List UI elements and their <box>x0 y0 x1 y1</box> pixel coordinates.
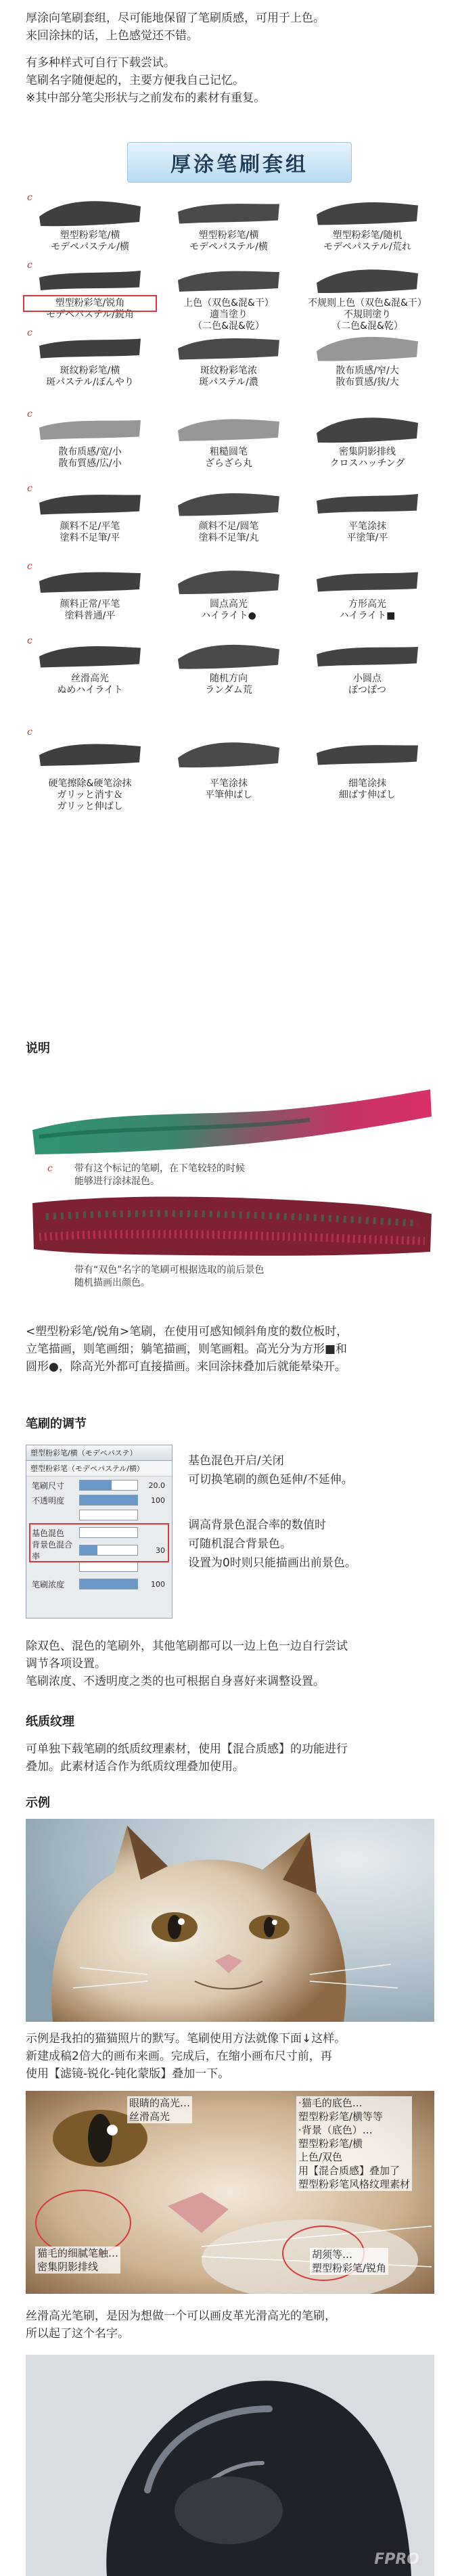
callout-line-1: 基色混色开启/关闭 <box>188 1454 284 1468</box>
brush-label-1: 上色（双色&混&干） <box>183 298 274 309</box>
anno-9: 塑型粉彩笔风格纹理素材 <box>298 2178 411 2190</box>
brush-set-title: 厚涂笔刷套组 <box>127 142 352 183</box>
settings-row-value: 20.0 <box>148 1481 165 1490</box>
intro-text <box>26 9 438 107</box>
settings-row[interactable] <box>32 1577 165 1591</box>
brush-cell[interactable] <box>303 406 432 470</box>
blend-mark-icon: c <box>27 561 32 572</box>
brush-stroke-swatch <box>171 325 286 365</box>
anno-8: 用【混合质感】叠加了 <box>298 2165 400 2177</box>
explain-note-1b: 能够进行涂抹混色。 <box>74 1176 160 1187</box>
brush-cell[interactable] <box>303 325 432 388</box>
tuning-callout-1 <box>188 1451 353 1489</box>
brush-label-2: モデペパステル/横 <box>51 242 129 252</box>
anno-11: 密集阴影排线 <box>37 2261 99 2273</box>
brush-label-2: モデペパステル/横 <box>189 242 268 252</box>
brush-label-2: ぬめハイライト <box>57 685 123 696</box>
brush-stroke-swatch <box>310 633 425 673</box>
blend-mark-icon: c <box>27 260 32 271</box>
watermark: FPRO <box>374 2551 419 2568</box>
body-2-line-2: 调节各项设置。 <box>26 1657 106 1671</box>
brush-label-1: 斑纹粉彩笔/横 <box>60 365 120 376</box>
settings-row[interactable] <box>32 1508 165 1522</box>
settings-row-label: 基色混色 <box>32 1528 65 1538</box>
settings-slider-fill <box>80 1579 137 1589</box>
brush-label-1: 散布质感/窄/大 <box>336 365 399 376</box>
blend-mark-icon: c <box>27 192 32 203</box>
body-2 <box>26 1637 438 1690</box>
anno-2: 丝滑高光 <box>129 2110 170 2123</box>
body-1-line-3: 圆形●，除高光外都可直接描画。来回涂抹叠加后就能晕染开。 <box>26 1360 346 1374</box>
body-2-line-1: 除双色、混色的笔刷外，其他笔刷都可以一边上色一边自行尝试 <box>26 1640 348 1653</box>
brush-label-2: 塗料不足筆/丸 <box>198 533 259 543</box>
brush-label-1: 斑纹粉彩笔浓 <box>200 365 257 376</box>
brush-label-2: ざらざら丸 <box>205 458 252 469</box>
brush-label-1: 小圆点 <box>353 673 382 684</box>
brush-stroke-swatch <box>32 406 147 447</box>
body-1-line-2: 立笔描画，则笔画细；躺笔描画，则笔画粗。高光分为方形■和 <box>26 1342 348 1356</box>
anno-3: ·猫毛的底色… <box>298 2097 363 2109</box>
example-line-5: 所以起了这个名字。 <box>26 2327 129 2341</box>
brush-label-1: 粗糙圆笔 <box>210 447 248 457</box>
settings-tab[interactable]: 塑型粉彩笔/横（モデペパステ） <box>26 1445 172 1461</box>
example-body-1 <box>26 2030 438 2083</box>
brush-label-2: ハイライト● <box>201 610 256 621</box>
brush-stroke-swatch <box>32 724 147 778</box>
brush-label-1: 方形高光 <box>348 599 386 610</box>
brush-label-2: 散布質感/広/小 <box>58 458 122 469</box>
brush-label-1: 平笔涂抹 <box>210 778 248 789</box>
brush-stroke-swatch <box>310 406 425 447</box>
brush-label-2: モデペパステル/鋭角 <box>46 309 134 320</box>
annotation-eye-highlight <box>127 2096 192 2123</box>
paper-line-2: 叠加。此素材适合作为纸质纹理叠加使用。 <box>26 1760 244 1773</box>
brush-cell[interactable] <box>26 325 154 388</box>
brush-stroke-swatch <box>171 724 286 778</box>
brush-cell[interactable] <box>26 633 154 696</box>
brush-label-1: 颜料不足/平笔 <box>60 521 120 532</box>
brush-cell[interactable] <box>164 257 293 332</box>
brush-cell[interactable] <box>303 480 432 544</box>
brush-label-1: 平笔涂抹 <box>348 521 386 532</box>
brush-label-1: 塑型粉彩笔/锐角 <box>26 298 154 309</box>
brush-cell[interactable] <box>26 406 154 470</box>
brush-label-1: 散布质感/宽/小 <box>58 447 122 457</box>
brush-cell[interactable] <box>303 633 432 696</box>
settings-slider[interactable] <box>79 1561 138 1572</box>
brush-stroke-swatch <box>310 724 425 778</box>
settings-row-label: 笔刷浓度 <box>32 1579 65 1589</box>
intro-line-2: 来回涂抹的话，上色感觉还不错。 <box>26 29 198 43</box>
brush-label-2: 塗料不足筆/平 <box>60 533 120 543</box>
callout-line-2: 可切换笔刷的颜色延伸/不延伸。 <box>188 1473 353 1487</box>
example-line-4: 丝滑高光笔刷，是因为想做一个可以画皮革光滑高光的笔刷， <box>26 2309 336 2323</box>
annotation-whiskers <box>310 2248 388 2275</box>
brush-stroke-swatch <box>32 325 147 365</box>
example-title: 示例 <box>26 1796 50 1810</box>
brush-label-2: ランダム荒 <box>205 685 252 696</box>
brush-stroke-swatch <box>32 558 147 599</box>
brush-stroke-swatch <box>310 189 425 230</box>
brush-stroke-swatch <box>171 480 286 521</box>
body-2-line-3: 笔刷浓度、不透明度之类的也可根据自身喜好来调整设置。 <box>26 1675 325 1688</box>
brush-label-1: 塑型粉彩笔/横 <box>60 230 120 241</box>
settings-slider[interactable] <box>79 1480 138 1491</box>
brush-label-1: 硬笔擦除&硬笔涂抹 <box>48 778 132 789</box>
two-color-stroke-sample <box>26 1190 434 1264</box>
brush-label-2: ぽつぽつ <box>348 685 386 696</box>
brush-cell[interactable] <box>164 724 293 801</box>
brush-stroke-swatch <box>171 189 286 230</box>
example-body-2 <box>26 2307 438 2343</box>
brush-settings-panel <box>26 1445 172 1619</box>
brush-stroke-swatch <box>310 257 425 298</box>
settings-slider[interactable] <box>79 1495 138 1506</box>
settings-row[interactable] <box>32 1478 165 1493</box>
brush-cell[interactable] <box>164 189 293 253</box>
intro-line-3: 有多种样式可自行下载尝试。 <box>26 56 175 70</box>
body-1 <box>26 1323 438 1376</box>
explain-note-2b: 随机描画出颜色。 <box>74 1278 150 1288</box>
brush-label-2: 塗料普通/平 <box>64 610 116 621</box>
brush-label-2: 斑パステル/濃 <box>199 377 258 388</box>
explain-block <box>26 1089 434 1309</box>
intro-line-4: 笔刷名字随便起的，主要方便我自己记忆。 <box>26 74 244 87</box>
example-line-1: 示例是我拍的猫猫照片的默写。笔刷使用方法就像下面↓这样。 <box>26 2032 346 2046</box>
leather-example-image <box>26 2355 434 2576</box>
anno-13: 塑型粉彩笔/锐角 <box>312 2262 387 2274</box>
anno-12: 胡须等… <box>312 2249 353 2261</box>
anno-5: ·背景（底色）… <box>298 2124 373 2136</box>
paper-text <box>26 1740 438 1776</box>
brush-cell[interactable] <box>164 325 293 388</box>
brush-label-2: 斑パステル/ぼんやり <box>46 377 134 388</box>
anno-1: 眼睛的高光… <box>129 2097 191 2109</box>
cat-painting <box>26 1819 434 2022</box>
brush-stroke-swatch <box>310 480 425 521</box>
brush-label-3: ガリッと伸ばし <box>57 801 123 812</box>
brush-cell[interactable] <box>26 558 154 622</box>
brush-label-1: 细笔涂抹 <box>348 778 386 789</box>
brush-cell[interactable] <box>26 480 154 544</box>
settings-slider[interactable] <box>79 1579 138 1589</box>
brush-label-2: 平塗筆/平 <box>346 533 388 543</box>
brush-label-2: 適当塗り <box>210 309 248 320</box>
brush-cell[interactable] <box>164 558 293 622</box>
explain-title: 说明 <box>26 1041 50 1056</box>
annotation-fur-base <box>296 2096 412 2191</box>
settings-slider[interactable] <box>79 1510 138 1520</box>
brush-stroke-swatch <box>310 325 425 365</box>
anno-10: 猫毛的细腻笔触… <box>37 2247 119 2259</box>
blend-mark-icon: c <box>27 327 32 338</box>
settings-row-value: 30 <box>156 1545 165 1555</box>
intro-line-5: ※其中部分笔尖形状与之前发布的素材有重复。 <box>26 91 266 105</box>
brush-label-3: （二色&混&乾） <box>331 321 403 332</box>
brush-cell[interactable] <box>303 189 432 253</box>
example-line-3: 使用【滤镜-锐化-钝化蒙版】叠加一下。 <box>26 2067 230 2081</box>
brush-stroke-swatch <box>171 633 286 673</box>
brush-label-1: 颜料正常/平笔 <box>60 599 120 610</box>
brush-label-1: 塑型粉彩笔/横 <box>198 230 259 241</box>
blend-mark-icon: c <box>47 1163 53 1174</box>
brush-label-1: 塑型粉彩笔/随机 <box>332 230 402 241</box>
explain-note-1 <box>47 1162 245 1188</box>
brush-label-2: 不規則塗り <box>344 309 391 320</box>
blend-mark-icon: c <box>27 635 32 646</box>
brush-cell[interactable] <box>303 257 432 332</box>
anno-4: 塑型粉彩笔/横等等 <box>298 2110 384 2123</box>
brush-stroke-swatch <box>171 257 286 298</box>
settings-slider-fill <box>80 1495 137 1505</box>
brush-cell[interactable] <box>26 189 154 253</box>
brush-cell[interactable] <box>26 724 154 813</box>
anno-6: 塑型粉彩笔/横 <box>298 2138 363 2150</box>
anno-7: 上色/双色 <box>298 2151 343 2163</box>
brush-stroke-swatch <box>32 480 147 521</box>
intro-line-1: 厚涂向笔刷套组，尽可能地保留了笔刷质感，可用于上色。 <box>26 12 325 25</box>
brush-label-2: ガリッと消す＆ <box>57 790 123 800</box>
callout-line-3: 调高背景色混合率的数值时 <box>188 1518 326 1532</box>
brush-stroke-swatch <box>32 189 147 230</box>
explain-note-2 <box>74 1264 264 1290</box>
brush-stroke-swatch <box>171 406 286 447</box>
brush-label-2: 細ばす伸ばし <box>339 790 396 800</box>
brush-cell[interactable] <box>164 406 293 470</box>
brush-label-1: 不规则上色（双色&混&干） <box>308 298 427 309</box>
callout-line-5: 设置为0时则只能描画出前景色。 <box>188 1556 356 1570</box>
brush-label-1: 随机方向 <box>210 673 248 684</box>
brush-label-1: 密集阴影排线 <box>339 447 396 457</box>
explain-note-1a: 带有这个标记的笔刷，在下笔较轻的时候 <box>74 1163 245 1174</box>
settings-slider-fill <box>80 1481 112 1490</box>
brush-set-panel <box>26 142 434 1018</box>
brush-label-1: 丝滑高光 <box>71 673 109 684</box>
blend-mark-icon: c <box>27 483 32 494</box>
brush-label-2: モデペパステル/荒れ <box>323 242 411 252</box>
blend-mark-icon: c <box>27 727 32 738</box>
brush-stroke-swatch <box>32 633 147 673</box>
brush-stroke-swatch <box>171 558 286 599</box>
blend-mark-icon: c <box>27 409 32 420</box>
paper-line-1: 可单独下载笔刷的纸质纹理素材，使用【混合质感】的功能进行 <box>26 1742 348 1756</box>
settings-row[interactable] <box>32 1493 165 1508</box>
settings-row-value: 100 <box>151 1495 165 1505</box>
brush-cell[interactable] <box>164 480 293 544</box>
brush-cell[interactable] <box>164 633 293 696</box>
brush-cell[interactable] <box>303 558 432 622</box>
brush-label-2: ハイライト■ <box>339 610 396 621</box>
brush-label-1: 圆点高光 <box>210 599 248 610</box>
body-1-line-1: <塑型粉彩笔/锐角>笔刷，在使用可感知倾斜角度的数位板时， <box>26 1325 348 1338</box>
brush-label-3: （二色&混&乾） <box>193 321 264 332</box>
brush-label-2: 平筆伸ばし <box>205 790 252 800</box>
explain-note-2a: 带有“双色”名字的笔刷可根据选取的前后景色 <box>74 1265 264 1275</box>
brush-label-1: 颜料不足/圆笔 <box>198 521 259 532</box>
brush-cell[interactable] <box>26 257 154 321</box>
brush-label-2: クロスハッチング <box>329 458 405 469</box>
brush-label-2: 散布質感/狭/大 <box>336 377 399 388</box>
cat-painting-image <box>26 1819 434 2022</box>
brush-cell[interactable] <box>303 724 432 801</box>
tuning-callout-2 <box>188 1516 356 1573</box>
annotation-fine-fur <box>35 2246 120 2274</box>
settings-row-label: 背景色混合率 <box>32 1540 73 1561</box>
example-line-2: 新建成稿2倍大的画布来画。完成后，在缩小画布尺寸前，再 <box>26 2050 332 2063</box>
callout-line-4: 可随机混合背景色。 <box>188 1537 292 1551</box>
leather-highlight-example <box>26 2355 434 2576</box>
settings-subtitle: 塑型粉彩笔（モデペパステル/横） <box>26 1461 172 1476</box>
brush-stroke-swatch <box>32 257 147 298</box>
cat-closeup-annotated <box>26 2091 434 2294</box>
settings-row-label: 笔刷尺寸 <box>32 1481 65 1491</box>
highlight-box <box>29 1523 169 1562</box>
paper-title: 纸质纹理 <box>26 1715 74 1729</box>
tuning-title: 笔刷的调节 <box>26 1417 87 1431</box>
settings-row-value: 100 <box>151 1579 165 1589</box>
settings-row-label: 不透明度 <box>32 1495 65 1506</box>
brush-stroke-swatch <box>310 558 425 599</box>
